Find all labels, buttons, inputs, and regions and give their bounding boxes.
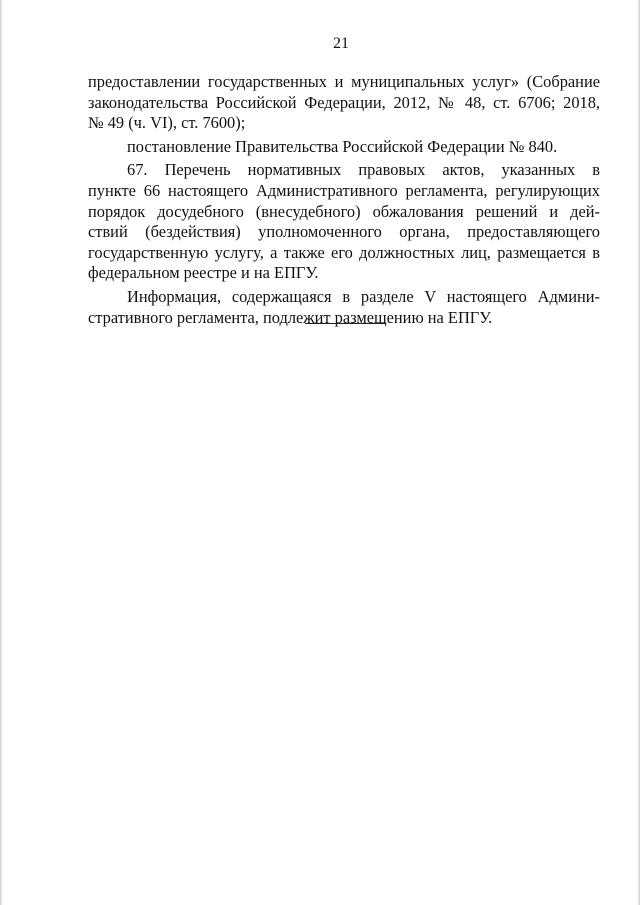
- paragraph-continuation: [88, 72, 600, 134]
- text-line: предоставлении государственных и муниципальных услуг» (Собрание: [88, 72, 600, 91]
- text-line: пункте 66 настоящего Административного регламента, регулирующих: [88, 180, 600, 200]
- text-line: № 49 (ч. VI), ст. 7600);: [88, 113, 246, 133]
- text-line: федеральном реестре и на ЕПГУ.: [88, 263, 319, 283]
- text-line: постановление Правительства Российской Федерации № 840.: [127, 136, 558, 156]
- paragraph-67: [88, 160, 600, 284]
- text-line: Информация, содержащаяся в разделе V настоящего Админи-: [127, 286, 600, 306]
- text-line: порядок досудебного (внесудебного) обжалования решений и дей-: [88, 201, 600, 221]
- paragraph-information: [88, 287, 600, 328]
- page-number: 21: [333, 35, 349, 52]
- end-separator-line: [305, 323, 385, 324]
- paragraph-resolution: [88, 137, 600, 158]
- text-line: государственную услугу, а также его должностных лиц, размещается в: [88, 242, 600, 262]
- text-line: 67. Перечень нормативных правовых актов, указанных в: [127, 160, 600, 180]
- page-edge-left: [0, 0, 3, 905]
- text-line: ствий (бездействия) уполномоченного органа, предоставляющего: [88, 222, 600, 242]
- text-line: законодательства Российской Федерации, 2012, № 48, ст. 6706; 2018,: [88, 92, 600, 112]
- document-body: [88, 72, 600, 328]
- text-line: стративного регламента, подлежит размещению на ЕПГУ.: [88, 307, 493, 327]
